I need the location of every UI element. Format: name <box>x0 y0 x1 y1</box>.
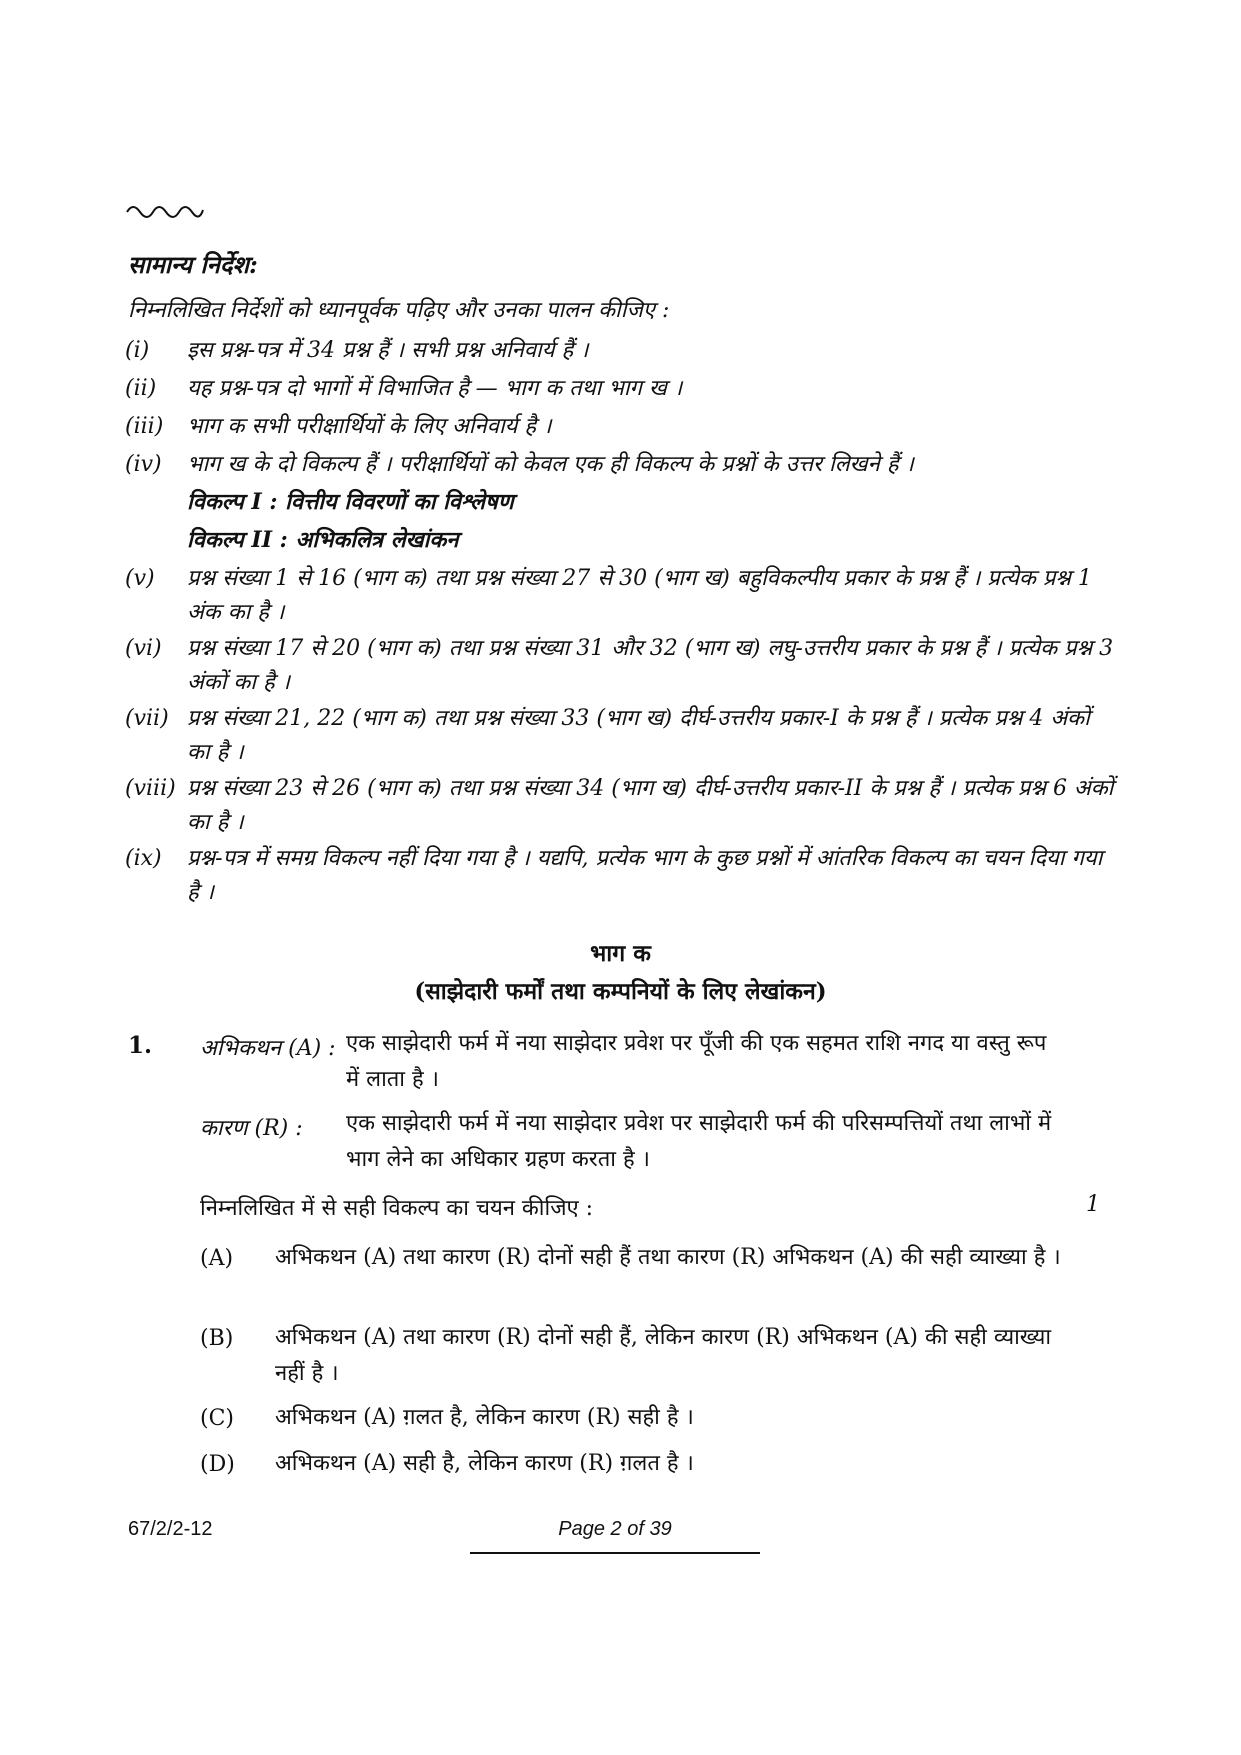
instruction-item <box>125 334 1115 368</box>
option-text: अभिकथन (A) तथा कारण (R) दोनों सही हैं, लेकिन कारण (R) अभिकथन (A) की सही व्याख्या नहीं है । <box>275 1325 1052 1386</box>
instruction-number: (ii) <box>125 376 157 401</box>
instruction-item <box>125 842 1115 910</box>
instruction-item <box>125 702 1115 770</box>
reason-text: एक साझेदारी फर्म में नया साझेदार प्रवेश पर साझेदारी फर्म की परिसम्पत्तियों तथा लाभों में भाग लेने का अधिकार ग्रहण करता है । <box>346 1111 1052 1172</box>
instruction-text: भाग ख के दो विकल्प हैं । परीक्षार्थियों को केवल एक ही विकल्प के प्रश्नों के उत्तर लिखने हैं । <box>187 452 914 477</box>
instruction-text: इस प्रश्न-पत्र में 34 प्रश्न हैं । सभी प्रश्न अनिवार्य हैं । <box>187 338 589 363</box>
option-text: अभिकथन (A) तथा कारण (R) दोनों सही हैं तथा कारण (R) अभिकथन (A) की सही व्याख्या है । <box>275 1245 1061 1270</box>
marks-label: 1 <box>1086 1192 1100 1217</box>
part-b-option-1: विकल्प I : वित्तीय विवरणों का विश्लेषण <box>187 489 514 515</box>
instruction-item <box>125 632 1115 700</box>
instruction-number: (viii) <box>125 776 176 801</box>
assertion-text: एक साझेदारी फर्म में नया साझेदार प्रवेश पर पूँजी की एक सहमत राशि नगद या वस्तु रूप में लाता है । <box>346 1031 1047 1092</box>
instruction-number: (ix) <box>125 846 162 871</box>
section-title: भाग क <box>590 940 651 967</box>
instruction-text: प्रश्न संख्या 21, 22 (भाग क) तथा प्रश्न संख्या 33 (भाग ख) दीर्घ-उत्तरीय प्रकार-I के प्रश्न हैं । प्रत्येक प्रश्न 4 अंकों का है । <box>187 706 1090 765</box>
instruction-text: प्रश्न संख्या 23 से 26 (भाग क) तथा प्रश्न संख्या 34 (भाग ख) दीर्घ-उत्तरीय प्रकार-II के प्रश्न हैं । प्रत्येक प्रश्न 6 अंकों का है । <box>187 776 1114 835</box>
instruction-item <box>125 448 1115 482</box>
instruction-number: (i) <box>125 338 150 363</box>
option-letter: (C) <box>200 1406 234 1431</box>
option-text: अभिकथन (A) ग़लत है, लेकिन कारण (R) सही है । <box>275 1405 694 1430</box>
instruction-item <box>125 410 1115 444</box>
option-letter: (B) <box>200 1326 234 1351</box>
instruction-number: (vi) <box>125 636 162 661</box>
wavy-line-decoration <box>125 200 205 222</box>
instruction-number: (iii) <box>125 414 164 439</box>
footer-rule <box>470 1552 760 1554</box>
general-instructions-heading: सामान्य निर्देश: <box>128 250 258 279</box>
question-number: 1. <box>128 1032 153 1059</box>
instructions-intro: निम्नलिखित निर्देशों को ध्यानपूर्वक पढ़िए और उनका पालन कीजिए : <box>128 298 670 323</box>
option-letter: (A) <box>200 1246 234 1271</box>
assertion-label: अभिकथन (A) : <box>200 1036 336 1061</box>
instruction-number: (iv) <box>125 452 162 477</box>
paper-code: 67/2/2-12 <box>128 1518 213 1540</box>
instruction-text: प्रश्न संख्या 1 से 16 (भाग क) तथा प्रश्न संख्या 27 से 30 (भाग ख) बहुविकल्पीय प्रकार के प्रश्न हैं । प्रत्येक प्रश्न 1 अंक का है । <box>187 566 1092 625</box>
question-prompt: निम्नलिखित में से सही विकल्प का चयन कीजिए : <box>200 1196 594 1221</box>
instruction-text: यह प्रश्न-पत्र दो भागों में विभाजित है — भाग क तथा भाग ख । <box>187 376 683 401</box>
option-letter: (D) <box>200 1452 235 1477</box>
page-number: Page 2 of 39 <box>558 1518 672 1540</box>
instruction-item <box>125 562 1115 630</box>
instruction-text: प्रश्न-पत्र में समग्र विकल्प नहीं दिया गया है । यद्यपि, प्रत्येक भाग के कुछ प्रश्नों में आंतरिक विकल्प का चयन दिया गया है । <box>187 846 1103 905</box>
instruction-text: भाग क सभी परीक्षार्थियों के लिए अनिवार्य है । <box>187 414 552 439</box>
instruction-text: प्रश्न संख्या 17 से 20 (भाग क) तथा प्रश्न संख्या 31 और 32 (भाग ख) लघु-उत्तरीय प्रकार के प्रश्न हैं । प्रत्येक प्रश्न 3 अंकों का है । <box>187 636 1114 695</box>
instruction-item <box>125 772 1115 840</box>
part-b-option-2: विकल्प II : अभिकलित्र लेखांकन <box>187 527 459 553</box>
instruction-item <box>125 372 1115 406</box>
instruction-number: (v) <box>125 566 155 591</box>
instruction-number: (vii) <box>125 706 169 731</box>
section-subtitle: (साझेदारी फर्मों तथा कम्पनियों के लिए लेखांकन) <box>414 978 827 1005</box>
option-text: अभिकथन (A) सही है, लेकिन कारण (R) ग़लत है । <box>275 1451 694 1476</box>
reason-label: कारण (R) : <box>200 1116 303 1141</box>
